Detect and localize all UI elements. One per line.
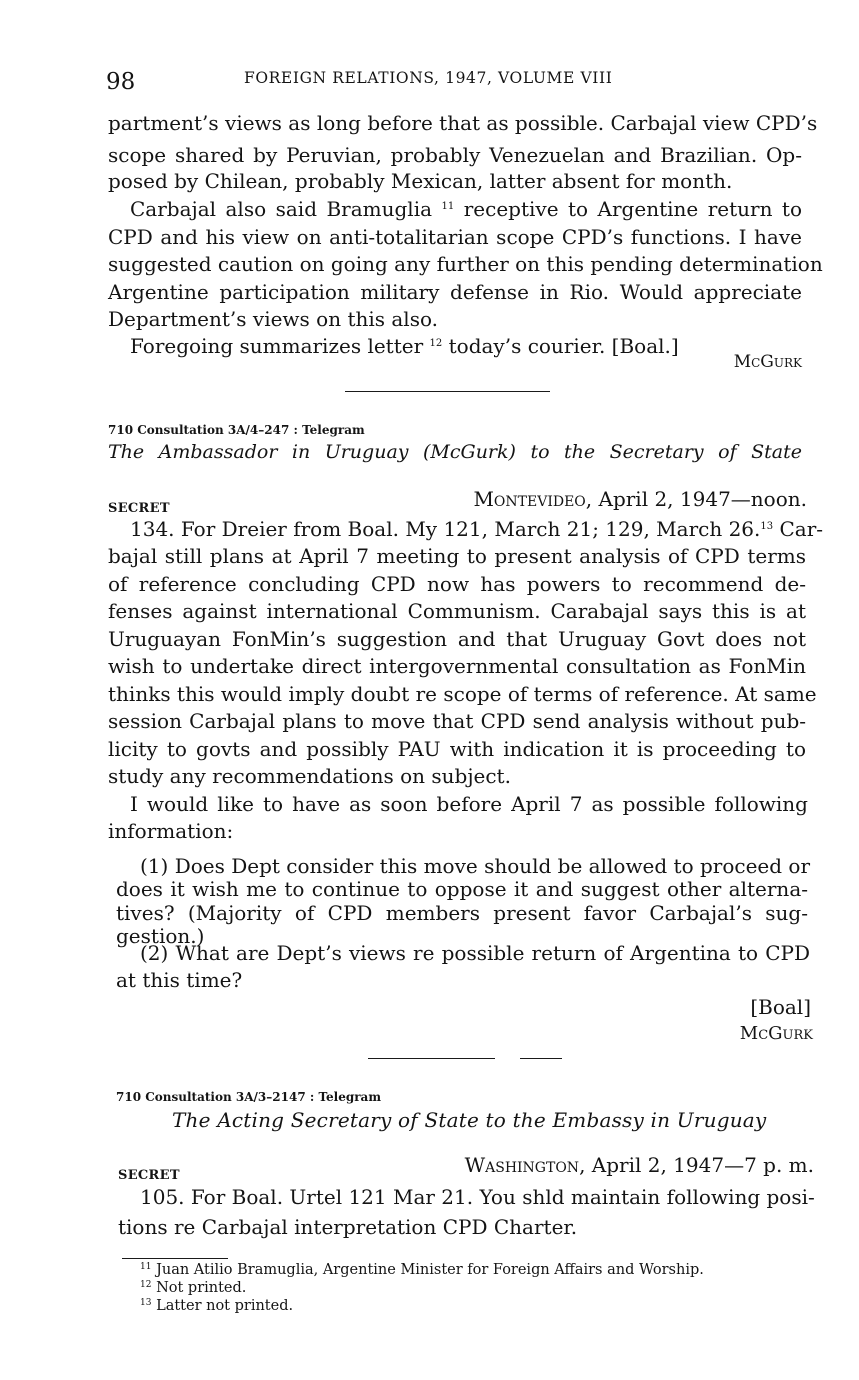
continuation-line: partment’s views as long before that as possible. Carbajal view CPD’s xyxy=(108,111,818,135)
text-segment: receptive to Argentine return to xyxy=(463,197,803,221)
dateline-date: , April 2, 1947—noon. xyxy=(585,487,807,511)
footnote-ref: 11 xyxy=(441,201,455,212)
footnote-ref: 12 xyxy=(429,338,443,349)
signature: McGurk xyxy=(739,1023,813,1044)
text-segment: Car- xyxy=(779,517,824,541)
body-line: thinks this would imply doubt re scope of terms of reference. At same xyxy=(108,682,817,706)
body-line: bajal still plans at April 7 meeting to present analysis of CPD terms xyxy=(108,544,806,568)
signature: McGurk xyxy=(733,352,802,372)
body-line xyxy=(130,516,824,543)
footnote-rule xyxy=(122,1258,228,1259)
dateline-place: Washington xyxy=(464,1153,580,1177)
section-divider xyxy=(520,1058,562,1059)
dateline xyxy=(465,1152,814,1179)
dateline-place: Montevideo xyxy=(473,487,586,511)
file-id: 710 Consultation 3A/4–247 : Telegram xyxy=(108,423,365,437)
body-line: wish to undertake direct intergovernmental consultation as FonMin xyxy=(108,654,806,678)
footnote-mark: 12 xyxy=(140,1280,152,1290)
document-heading: The Ambassador in Uruguay (McGurk) to the Secretary of State xyxy=(108,441,802,463)
footnote-text: Not printed. xyxy=(156,1280,247,1296)
document-heading: The Acting Secretary of State to the Embassy in Uruguay xyxy=(172,1108,767,1132)
question-line: gestion.) xyxy=(116,924,205,948)
text-segment: Foregoing summarizes letter xyxy=(130,334,424,358)
body-line: session Carbajal plans to move that CPD send analysis without pub- xyxy=(108,709,806,733)
classification: SECRET xyxy=(118,1168,180,1183)
body-line: study any recommendations on subject. xyxy=(108,764,511,788)
continuation-para2-line: Argentine participation military defense in Rio. Would appreciate xyxy=(108,280,802,304)
dateline-date: , April 2, 1947—7 p. m. xyxy=(579,1153,814,1177)
file-id: 710 Consultation 3A/3–2147 : Telegram xyxy=(116,1090,382,1104)
continuation-line: scope shared by Peruvian, probably Venezuelan and Brazilian. Op- xyxy=(108,143,802,167)
continuation-para2-line: CPD and his view on anti-totalitarian scope CPD’s functions. I have xyxy=(108,225,802,249)
text-segment: Carbajal also said Bramuglia xyxy=(130,197,433,221)
footnote-mark: 11 xyxy=(140,1262,152,1272)
question-line: (1) Does Dept consider this move should be allowed to proceed or xyxy=(140,854,811,878)
body-line: licity to govts and possibly PAU with indication it is proceeding to xyxy=(108,737,806,761)
running-title: FOREIGN RELATIONS, 1947, VOLUME VIII xyxy=(244,69,613,87)
dateline xyxy=(473,486,807,513)
footnote xyxy=(140,1262,704,1279)
continuation-para2-line: Department’s views on this also. xyxy=(108,307,439,331)
footnote-ref: 13 xyxy=(760,521,774,532)
footnote-text: Juan Atilio Bramuglia, Argentine Minister for Foreign Affairs and Worship. xyxy=(156,1262,704,1278)
continuation-line: posed by Chilean, probably Mexican, latter absent for month. xyxy=(108,169,733,193)
page-number: 98 xyxy=(106,69,136,95)
footnote-text: Latter not printed. xyxy=(156,1298,294,1314)
footnote xyxy=(140,1280,246,1297)
body-line: Uruguayan FonMin’s suggestion and that Uruguay Govt does not xyxy=(108,627,806,651)
sign-boal: [Boal] xyxy=(750,995,811,1019)
continuation-para3-line xyxy=(130,333,679,360)
question-line: at this time? xyxy=(116,968,243,992)
body-line: of reference concluding CPD now has powers to recommend de- xyxy=(108,572,806,596)
section-divider xyxy=(368,1058,495,1059)
text-segment: today’s courier. [Boal.] xyxy=(448,334,679,358)
footnote-mark: 13 xyxy=(140,1298,152,1308)
continuation-para2-line: suggested caution on going any further on this pending determination xyxy=(108,252,823,276)
question-line: does it wish me to continue to oppose it and suggest other alterna- xyxy=(116,877,808,901)
body-line: 105. For Boal. Urtel 121 Mar 21. You shld maintain following posi- xyxy=(140,1185,815,1209)
body-line: tions re Carbajal interpretation CPD Charter. xyxy=(118,1215,578,1239)
request-line: information: xyxy=(108,819,234,843)
text-segment: 134. For Dreier from Boal. My 121, March 21; 129, March 26. xyxy=(130,517,761,541)
body-line: fenses against international Communism. Carabajal says this is at xyxy=(108,599,806,623)
footnote xyxy=(140,1298,293,1315)
section-divider xyxy=(345,391,550,392)
continuation-para2-line xyxy=(130,196,802,223)
request-line: I would like to have as soon before April 7 as possible following xyxy=(130,792,808,816)
question-line: (2) What are Dept’s views re possible return of Argentina to CPD xyxy=(140,941,810,965)
question-line: tives? (Majority of CPD members present favor Carbajal’s sug- xyxy=(116,901,808,925)
classification: SECRET xyxy=(108,501,170,516)
